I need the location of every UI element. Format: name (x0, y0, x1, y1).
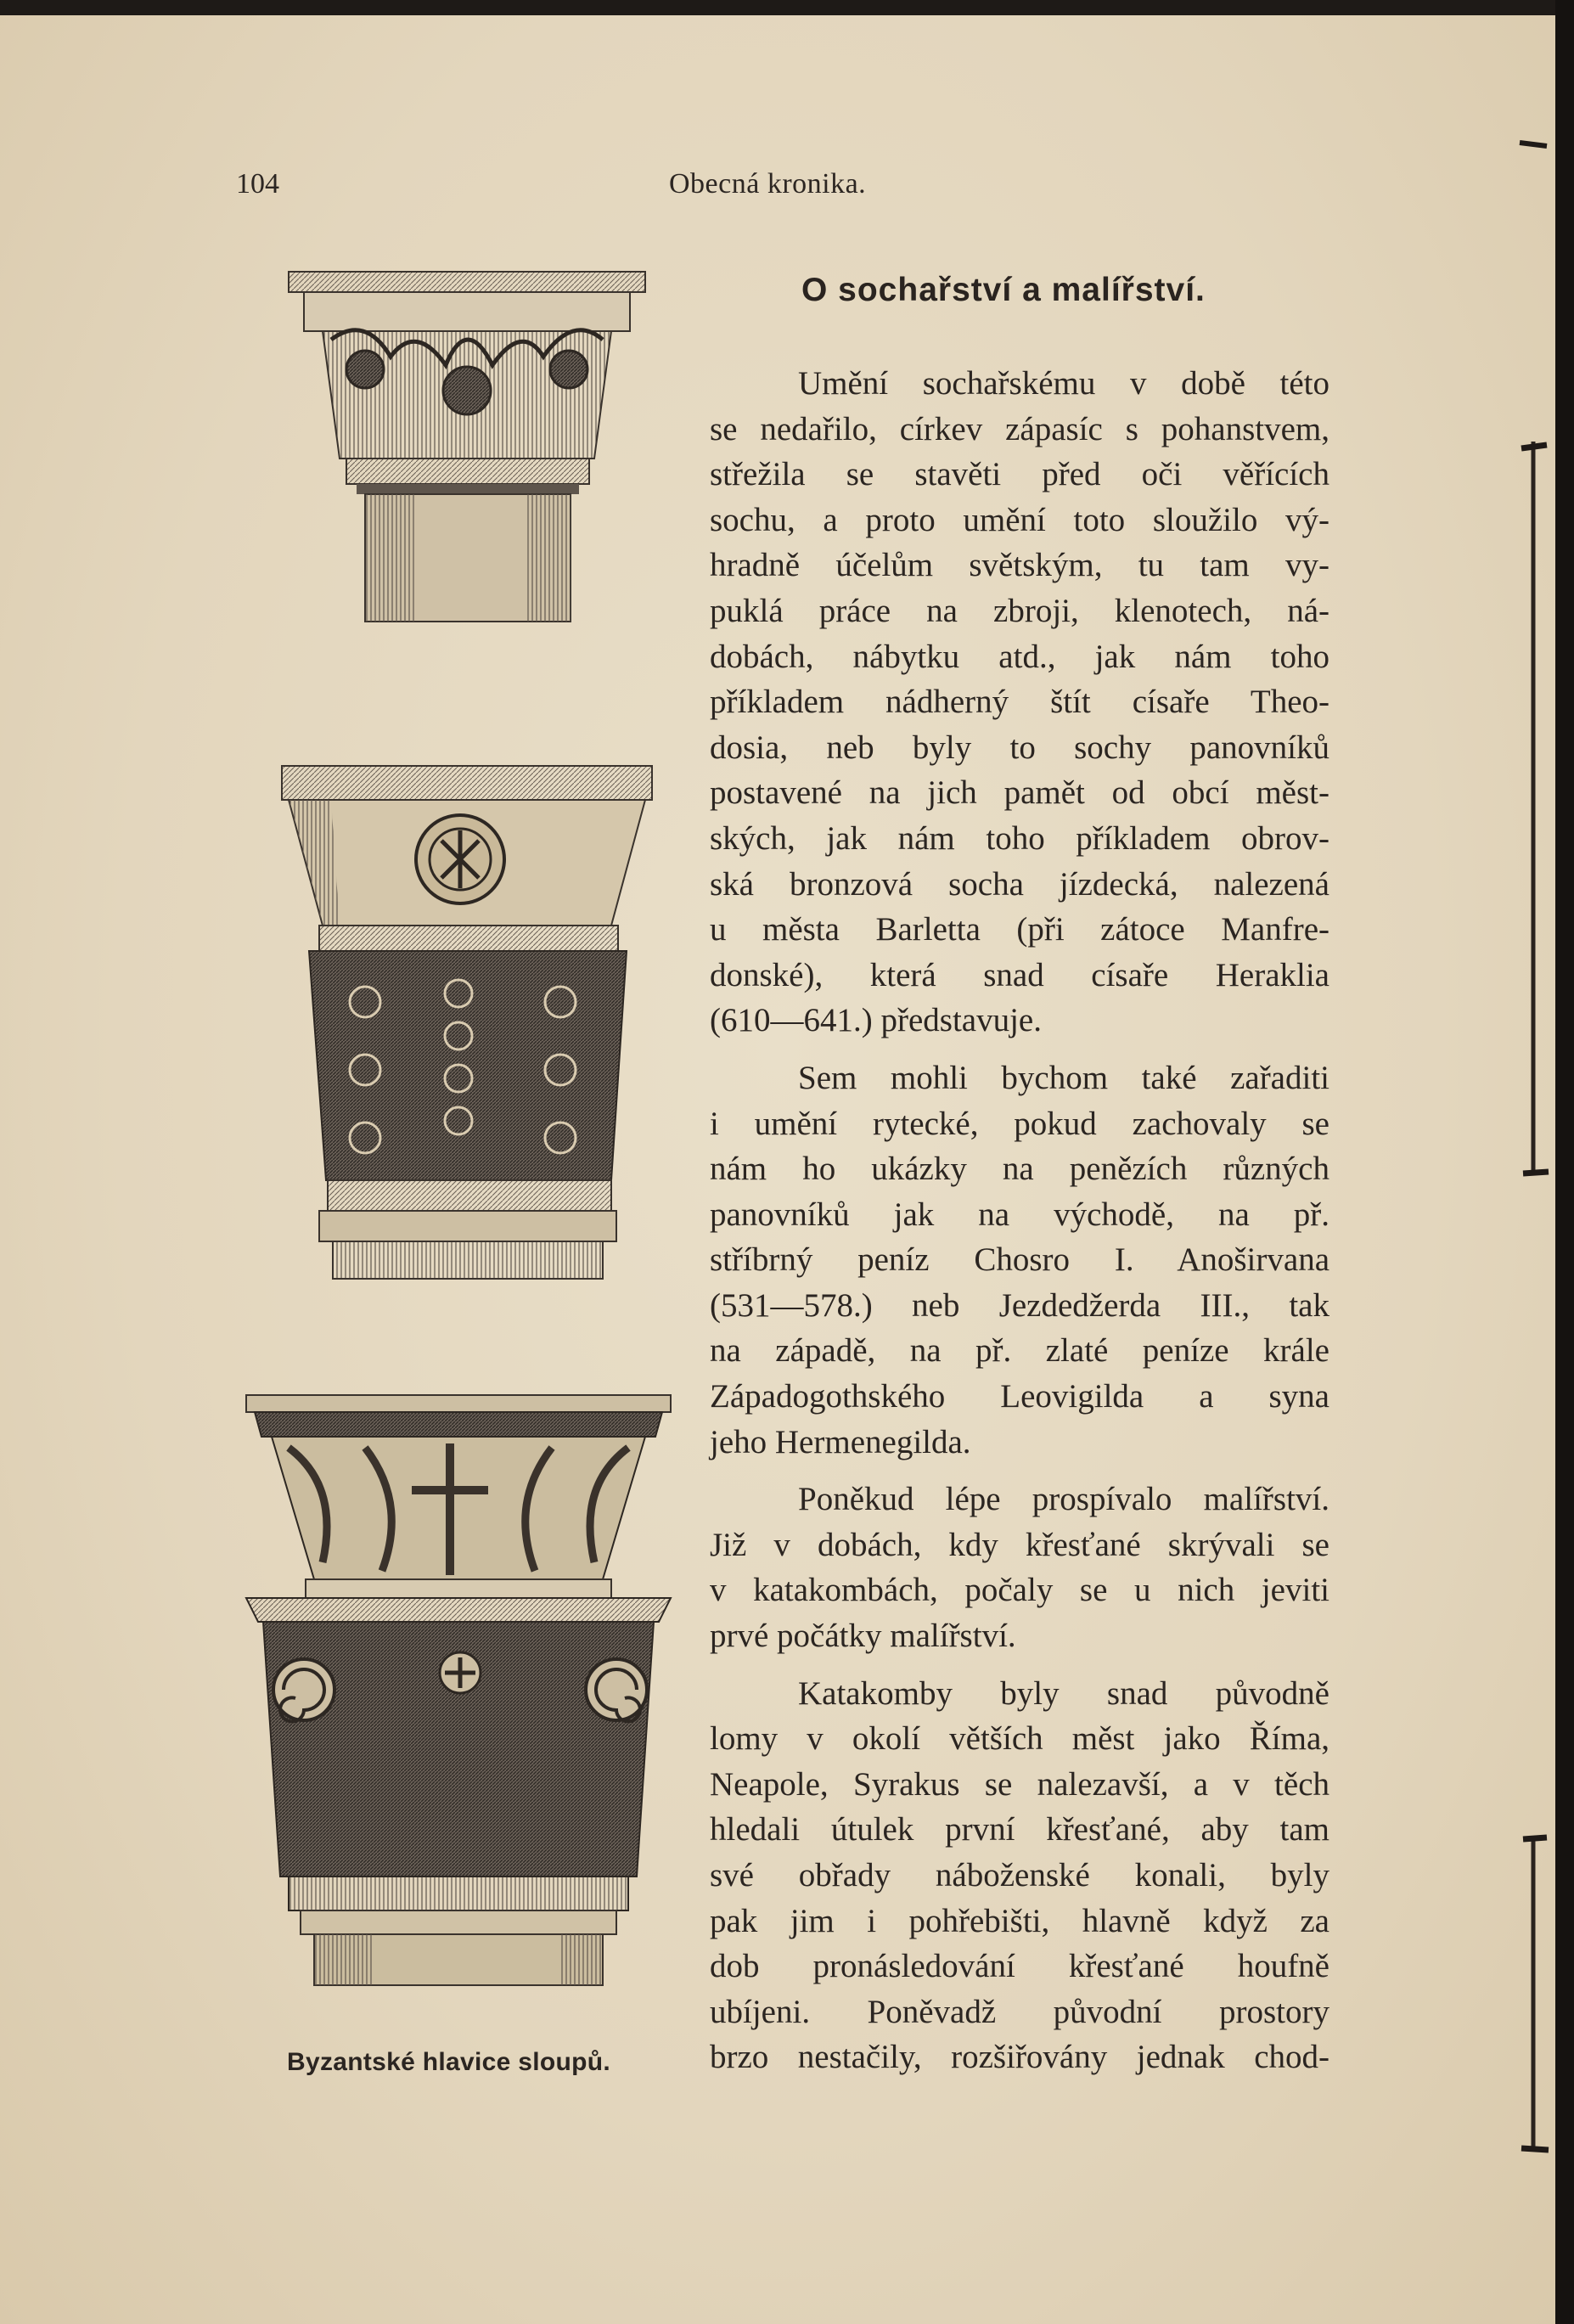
text-line: postavené na jich pamět od obcí měst- (710, 774, 1329, 812)
capital-basket (282, 766, 652, 1279)
text-line: u města Barletta (při zátoce Manfre- (710, 911, 1329, 948)
section-title: O sochařství a malířství. (801, 272, 1206, 308)
text-line: jeho Hermenegilda. (710, 1423, 971, 1460)
text-line: puklá práce na zbroji, klenotech, ná- (710, 592, 1329, 629)
text-line: Neapole, Syrakus se nalezavší, a v těch (710, 1765, 1329, 1803)
text-line: dobách, nábytku atd., jak nám toho (710, 638, 1329, 675)
body-text (710, 361, 1329, 2080)
scan-right-edge (1555, 0, 1574, 2324)
text-line: dosia, neb byly to sochy panovníků (710, 729, 1329, 766)
text-line: hradně účelům světským, tu tam vy- (710, 547, 1329, 584)
text-line: (531—578.) neb Jezdedžerda III., tak (710, 1286, 1329, 1324)
text-line: lomy v okolí větších měst jako Říma, (710, 1720, 1329, 1758)
text-line: panovníků jak na východě, na př. (710, 1196, 1329, 1233)
text-line: donské), která snad císaře Heraklia (710, 956, 1329, 993)
text-line: Poněkud lépe prospívalo malířství. (798, 1481, 1329, 1518)
page-header (236, 168, 898, 211)
binding-thread-marks (1513, 0, 1557, 2324)
text-line: pak jim i pohřebišti, hlavně když za (710, 1902, 1329, 1939)
text-line: Umění sochařskému v době této (798, 365, 1329, 402)
text-line: (610—641.) představuje. (710, 1002, 1042, 1039)
text-line: Již v dobách, kdy křesťané skrývali se (710, 1526, 1329, 1563)
capital-composite (246, 1395, 671, 1985)
text-line: prvé počátky malířství. (710, 1618, 1016, 1655)
text-line: střežila se stavěti před oči věřících (710, 456, 1329, 493)
text-line: brzo nestačily, rozšiřovány jednak chod- (710, 2039, 1329, 2076)
text-line: ská bronzová socha jízdecká, nalezená (710, 865, 1329, 903)
figure-caption: Byzantské hlavice sloupů. (287, 2048, 610, 2076)
text-line: hledali útulek první křesťané, aby tam (710, 1811, 1329, 1849)
text-line: i umění rytecké, pokud zachovaly se (710, 1105, 1329, 1142)
paragraph (710, 1055, 1329, 1465)
text-line: ských, jak nám toho příkladem obrov- (710, 819, 1329, 857)
paragraph (710, 1671, 1329, 2080)
text-line: Západogothského Leovigilda a syna (710, 1378, 1329, 1415)
scan-top-edge (0, 0, 1574, 15)
text-line: Sem mohli bychom také zařaditi (798, 1059, 1329, 1096)
text-line: stříbrný peníz Chosro I. Anoširvana (710, 1241, 1329, 1279)
page-number: 104 (236, 168, 279, 200)
text-line: sochu, a proto umění toto sloužilo vý- (710, 501, 1329, 538)
column-capitals-illustration (238, 263, 696, 2046)
text-line: ubíjeni. Poněvadž původní prostory (710, 1993, 1329, 2030)
column-capitals-figure (238, 263, 696, 2063)
text-line: dob pronásledování křesťané houfně (710, 1948, 1329, 1985)
text-line: se nedařilo, církev zápasíc s pohanstvem, (710, 410, 1329, 447)
running-title: Obecná kronika. (669, 168, 867, 200)
text-line: v katakombách, počaly se u nich jeviti (710, 1572, 1329, 1609)
paragraph (710, 1477, 1329, 1658)
text-line: Katakomby byly snad původně (798, 1674, 1329, 1712)
text-line: nám ho ukázky na penězích různých (710, 1151, 1329, 1188)
paragraph (710, 361, 1329, 1044)
text-line: své obřady náboženské konali, byly (710, 1857, 1329, 1894)
capital-corinthian (289, 272, 645, 622)
text-line: na západě, na př. zlaté peníze krále (710, 1332, 1329, 1370)
text-line: příkladem nádherný štít císaře Theo- (710, 684, 1329, 721)
